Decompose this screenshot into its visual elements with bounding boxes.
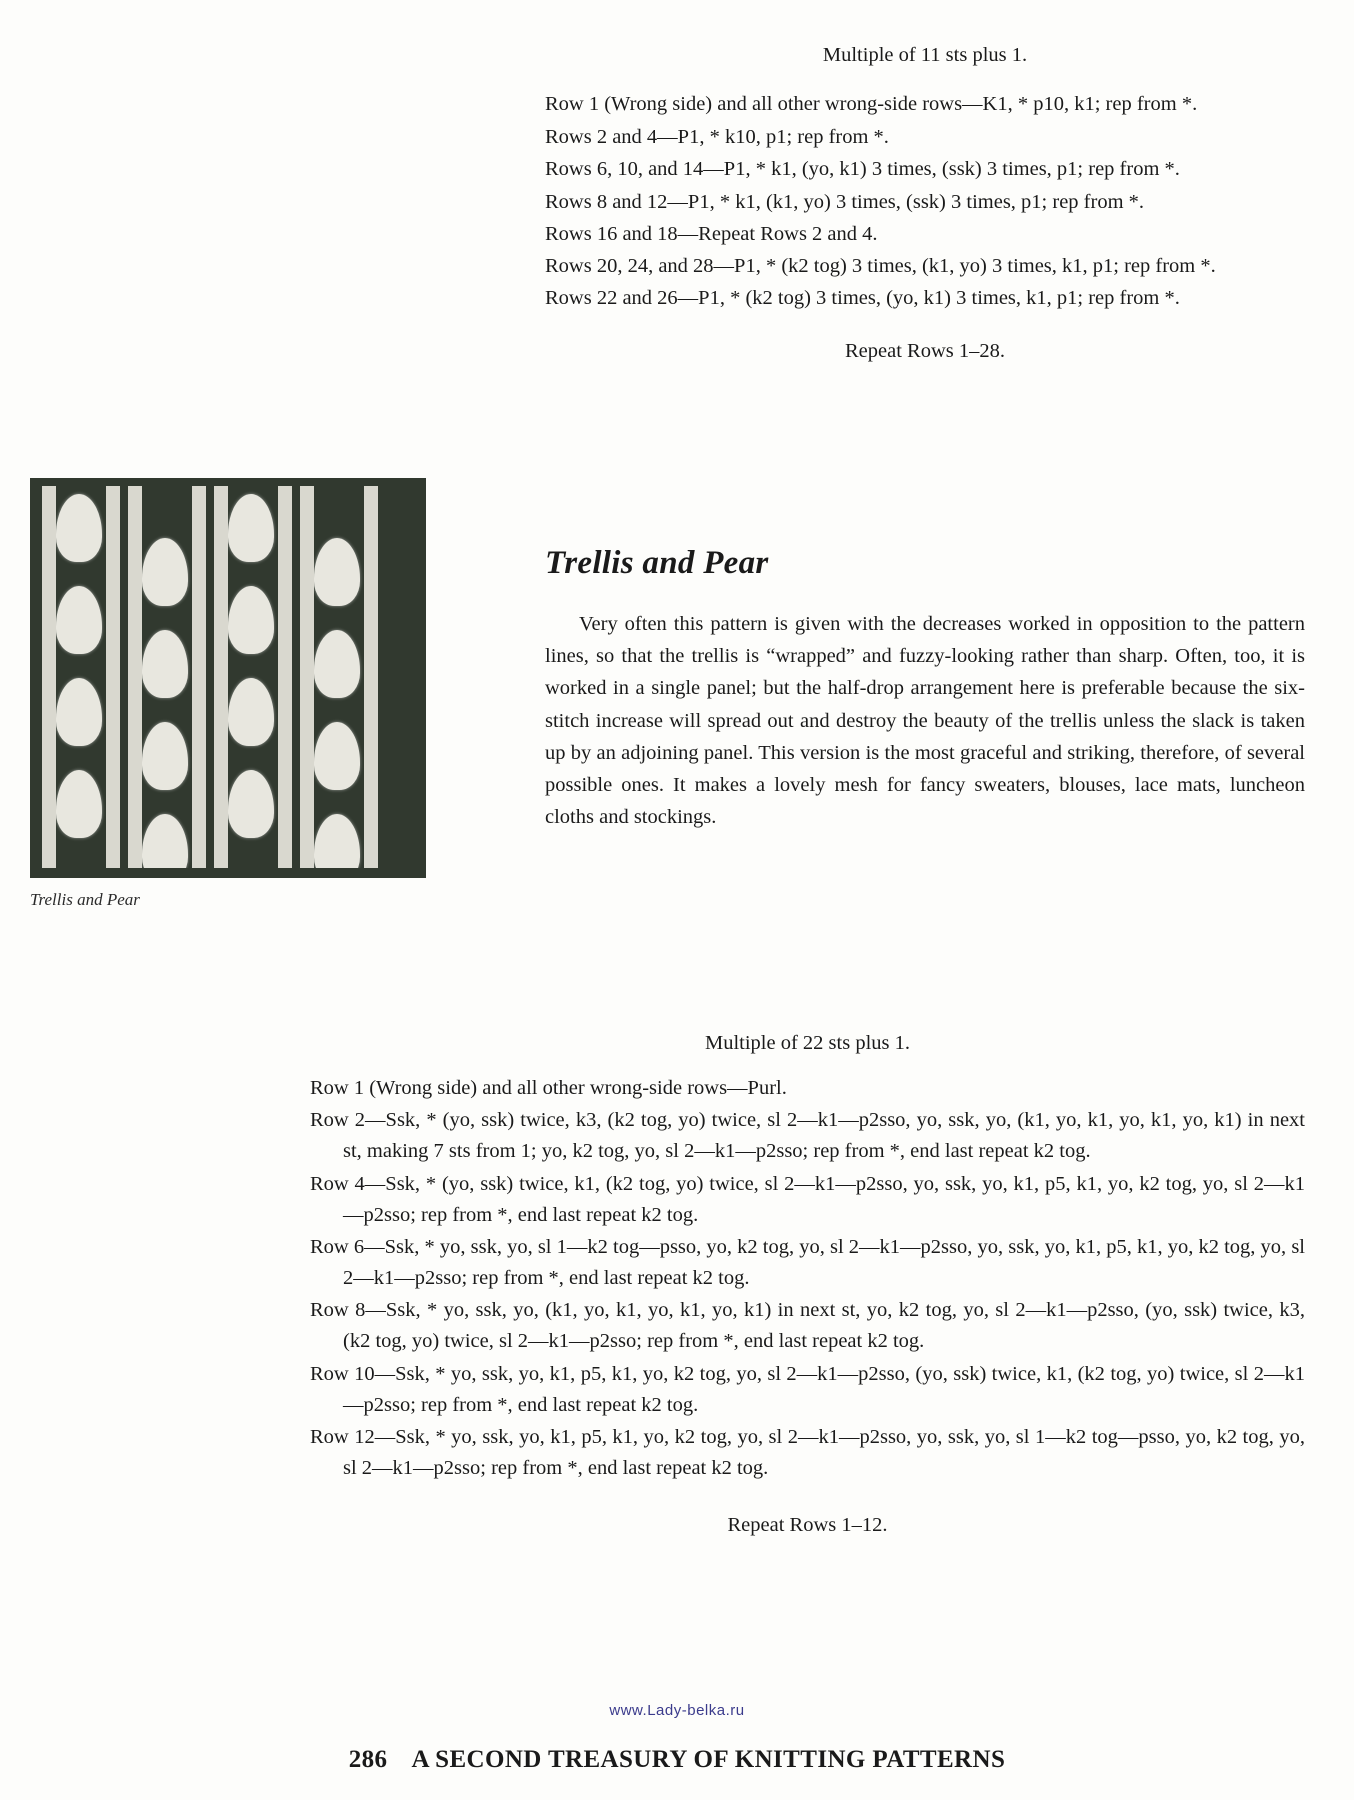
swatch-caption: Trellis and Pear <box>30 890 140 909</box>
section-title: Trellis and Pear <box>545 545 769 581</box>
top-row-instruction: Rows 20, 24, and 28—P1, * (k2 tog) 3 times, (k1, yo) 3 times, k1, p1; rep from *. <box>545 254 1216 277</box>
page-footer <box>0 1746 1354 1774</box>
lower-row-instruction: Row 4—Ssk, * (yo, ssk) twice, k1, (k2 tog, yo) twice, sl 2—k1—p2sso, yo, ssk, yo, k1, p5, k1, yo, k2 tog, yo, sl 2—k1—p2sso; rep from *, end last repeat k2 tog. <box>310 1172 1305 1226</box>
lower-row-instruction: Row 8—Ssk, * yo, ssk, yo, (k1, yo, k1, yo, k1, yo, k1) in next st, yo, k2 tog, yo, sl 2—k1—p2sso, (yo, ssk) twice, k3, (k2 tog, yo) twice, sl 2—k1—p2sso; rep from *, end last repeat k2 tog. <box>310 1299 1305 1353</box>
section-body: Very often this pattern is given with the decreases worked in opposition to the pattern lines, so that the trellis is “wrapped” and fuzzy-looking rather than sharp. Often, too, it is worked in a single panel; but the half-drop arrangement here is preferable because the six-stitch increase will spread out and destroy the beauty of the trellis unless the slack is taken up by an adjoining panel. This version is the most graceful and striking, therefore, of several possible ones. It makes a lovely mesh for fancy sweaters, blouses, lace mats, luncheon cloths and stockings. <box>545 613 1305 829</box>
lower-repeat-line: Repeat Rows 1–12. <box>727 1514 888 1537</box>
top-row-instruction: Rows 2 and 4—P1, * k10, p1; rep from *. <box>545 126 889 149</box>
swatch-knit-texture <box>38 486 416 868</box>
top-row-instruction: Rows 6, 10, and 14—P1, * k1, (yo, k1) 3 times, (ssk) 3 times, p1; rep from *. <box>545 158 1180 181</box>
top-multiple-line: Multiple of 11 sts plus 1. <box>822 44 1028 66</box>
top-row-instruction: Rows 16 and 18—Repeat Rows 2 and 4. <box>545 222 878 245</box>
top-row-instruction: Rows 22 and 26—P1, * (k2 tog) 3 times, (yo, k1) 3 times, k1, p1; rep from *. <box>545 287 1180 310</box>
top-row-instruction: Row 1 (Wrong side) and all other wrong-side rows—K1, * p10, k1; rep from *. <box>545 93 1198 116</box>
top-repeat-line: Repeat Rows 1–28. <box>845 340 1005 363</box>
lower-row-instruction: Row 2—Ssk, * (yo, ssk) twice, k3, (k2 tog, yo) twice, sl 2—k1—p2sso, yo, ssk, yo, (k1, yo, k1, yo, k1, yo, k1) in next st, making 7 sts from 1; yo, k2 tog, yo, sl 2—k1—p2sso; rep from *, end last repeat k2 tog. <box>310 1109 1305 1163</box>
lower-row-instruction: Row 12—Ssk, * yo, ssk, yo, k1, p5, k1, yo, k2 tog, yo, sl 2—k1—p2sso, yo, ssk, yo, sl 1—k2 tog—psso, yo, k2 tog, yo, sl 2—k1—p2sso; rep from *, end last repeat k2 tog. <box>310 1425 1305 1480</box>
lower-row-instruction: Row 6—Ssk, * yo, ssk, yo, sl 1—k2 tog—psso, yo, k2 tog, yo, sl 2—k1—p2sso, yo, ssk, yo, k1, p5, k1, yo, k2 tog, yo, sl 2—k1—p2sso; rep from *, end last repeat k2 tog. <box>310 1235 1305 1290</box>
lower-row-instruction: Row 10—Ssk, * yo, ssk, yo, k1, p5, k1, yo, k2 tog, yo, sl 2—k1—p2sso, (yo, ssk) twice, k1, (k2 tog, yo) twice, sl 2—k1—p2sso; rep from *, end last repeat k2 tog. <box>310 1362 1305 1416</box>
lower-multiple-line: Multiple of 22 sts plus 1. <box>704 1032 910 1054</box>
top-pattern-instructions <box>545 40 1305 367</box>
article-section <box>545 545 1305 833</box>
top-row-instruction: Rows 8 and 12—P1, * k1, (k1, yo) 3 times, (ssk) 3 times, p1; rep from *. <box>545 190 1145 213</box>
lower-pattern-instructions <box>310 1028 1305 1541</box>
watermark-text: www.Lady-belka.ru <box>609 1702 745 1719</box>
page-number: 286 <box>348 1746 388 1773</box>
swatch-photo <box>30 478 426 878</box>
book-title: A SECOND TREASURY OF KNITTING PATTERNS <box>411 1746 1006 1773</box>
swatch-figure <box>30 478 426 910</box>
lower-row-instruction: Row 1 (Wrong side) and all other wrong-side rows—Purl. <box>310 1077 787 1100</box>
